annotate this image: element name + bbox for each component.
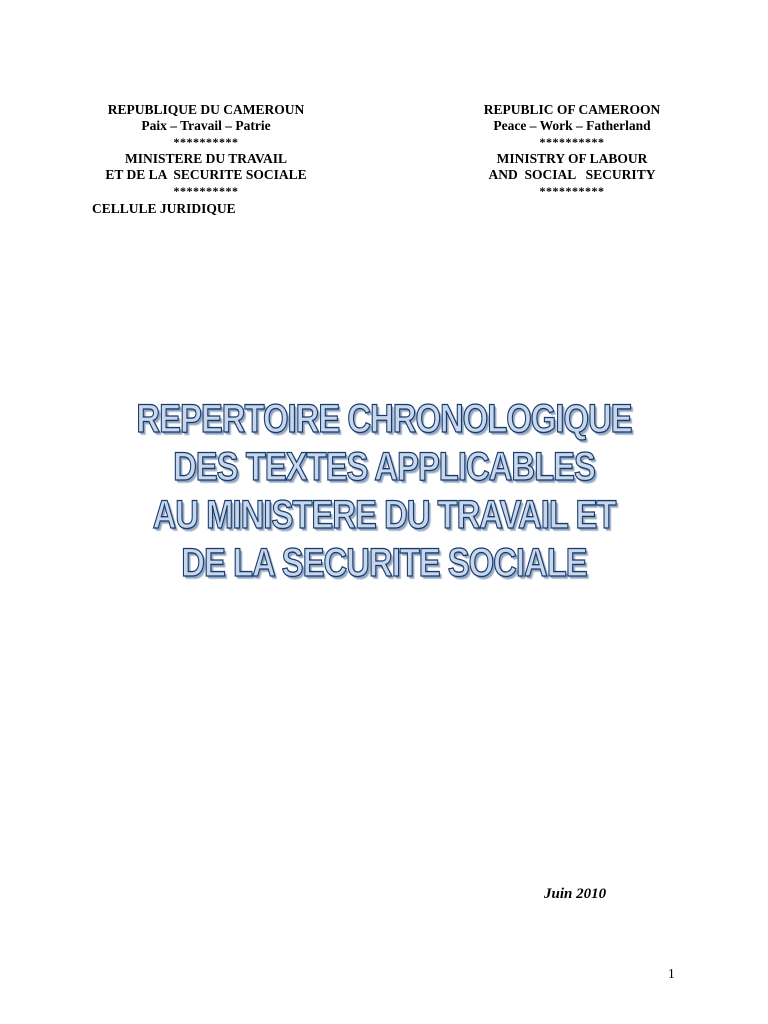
country-name-en: REPUBLIC OF CAMEROON <box>483 102 661 117</box>
document-title <box>40 395 728 587</box>
title-line-2: DES TEXTES APPLICABLES <box>173 445 595 489</box>
document-date: Juin 2010 <box>544 886 607 902</box>
page-number: 1 <box>668 966 675 981</box>
header-right-block <box>452 102 692 199</box>
separator-stars: ********** <box>173 135 239 150</box>
header-left-block <box>78 102 334 199</box>
motto-en: Peace – Work – Fatherland <box>493 118 651 134</box>
country-name-fr: REPUBLIQUE DU CAMEROUN <box>107 102 305 117</box>
ministry-name-fr-line2: ET DE LA SECURITE SOCIALE <box>105 166 307 182</box>
separator-stars: ********** <box>539 184 605 199</box>
motto-fr: Paix – Travail – Patrie <box>141 118 271 134</box>
separator-stars: ********** <box>539 135 605 150</box>
title-line-3: AU MINISTERE DU TRAVAIL ET <box>152 493 616 537</box>
ministry-name-en-line2: AND SOCIAL SECURITY <box>488 166 656 182</box>
title-line-4: DE LA SECURITE SOCIALE <box>181 541 587 585</box>
title-line-1: REPERTOIRE CHRONOLOGIQUE <box>136 397 632 441</box>
unit-name: CELLULE JURIDIQUE <box>92 201 236 216</box>
ministry-name-fr-line1: MINISTERE DU TRAVAIL <box>124 150 288 166</box>
ministry-name-en-line1: MINISTRY OF LABOUR <box>496 150 648 166</box>
separator-stars: ********** <box>173 184 239 199</box>
